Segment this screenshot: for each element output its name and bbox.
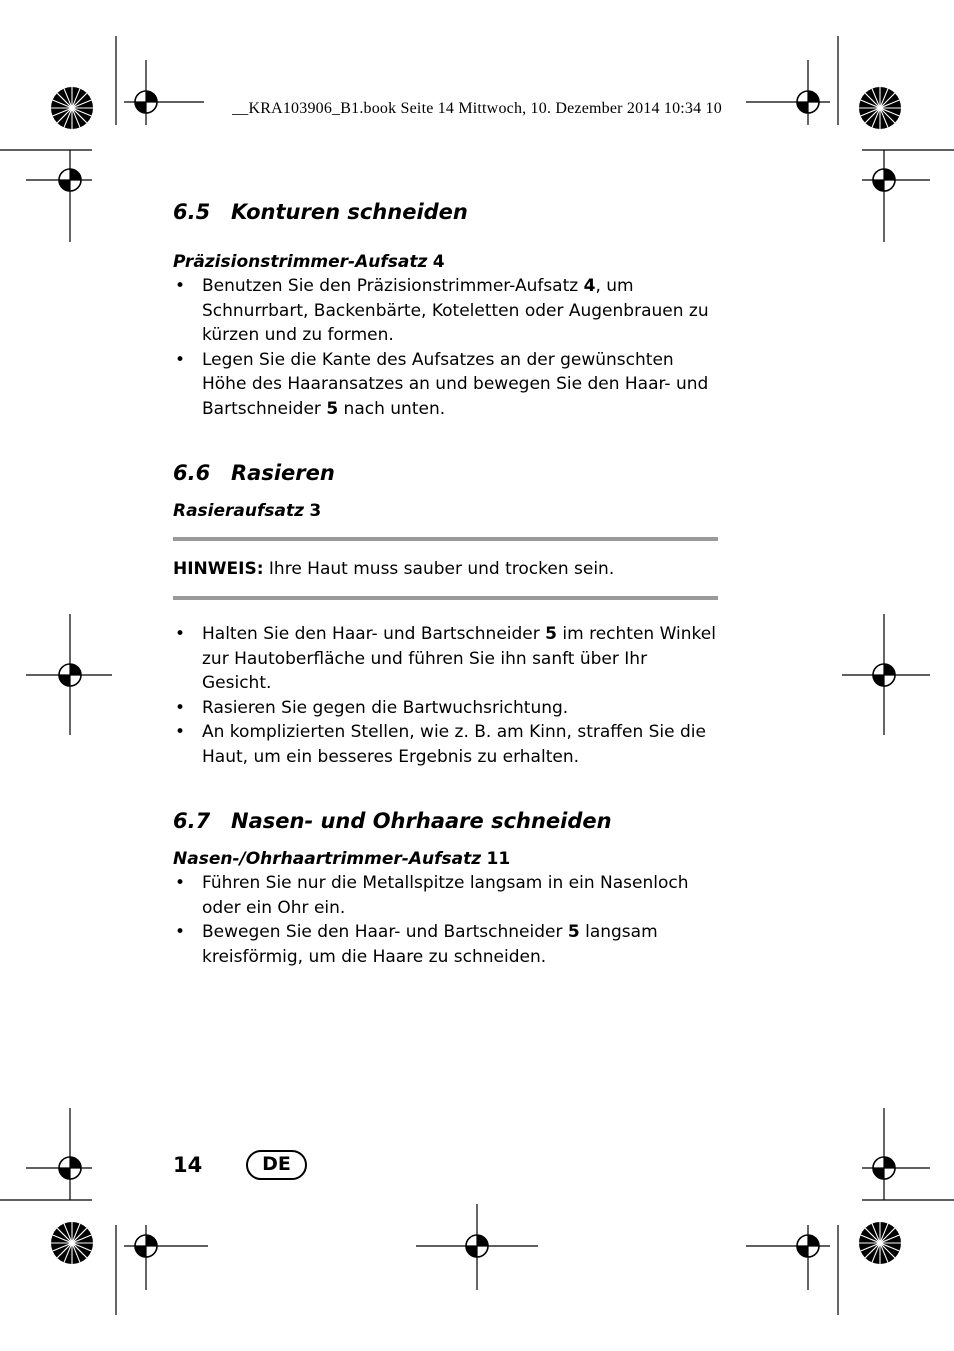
- section-number: 6.7: [173, 809, 211, 833]
- bullet-icon: •: [174, 276, 186, 296]
- list-item: • Benutzen Sie den Präzisionstrimmer-Aufsatz 4, um Schnurrbart, Backenbärte, Koteletten oder Augenbrauen zu kürzen und zu formen.: [174, 276, 709, 345]
- subheading-label: Präzisionstrimmer-Aufsatz: [173, 252, 428, 272]
- bullet-list: [173, 622, 718, 769]
- section-title: Rasieren: [231, 461, 335, 485]
- language-badge: DE: [246, 1150, 307, 1180]
- section-title: Konturen schneiden: [231, 200, 468, 224]
- list-item: • Legen Sie die Kante des Aufsatzes an der gewünschten Höhe des Haaransatzes an und bewegen Sie den Haar- und Bartschneider 5 nach unten.: [174, 349, 709, 419]
- subheading: [173, 499, 718, 523]
- list-item: • Führen Sie nur die Metallspitze langsam in ein Nasenloch oder ein Ohr ein.: [174, 873, 689, 918]
- bullet-icon: •: [174, 922, 186, 942]
- page-content: [173, 198, 718, 969]
- list-item: • Bewegen Sie den Haar- und Bartschneider 5 langsam kreisförmig, um die Haare zu schneiden.: [174, 922, 658, 967]
- bullet-icon: •: [174, 697, 186, 718]
- list-item: • Halten Sie den Haar- und Bartschneider 5 im rechten Winkel zur Hautoberfläche und führen Sie ihn sanft über Ihr Gesicht.: [174, 624, 716, 693]
- section-heading: [173, 459, 718, 487]
- section-number: 6.5: [173, 200, 211, 224]
- section-title: Nasen- und Ohrhaare schneiden: [231, 809, 612, 833]
- bullet-icon: •: [174, 349, 186, 370]
- page-number: 14: [173, 1153, 203, 1177]
- bullet-icon: •: [174, 722, 186, 742]
- subheading-label: Rasieraufsatz: [173, 501, 305, 521]
- bullet-list: [173, 871, 718, 969]
- subheading: [173, 250, 718, 274]
- subheading-label: Nasen-/Ohrhaartrimmer-Aufsatz: [173, 849, 482, 869]
- note-box: [173, 557, 718, 581]
- subheading-ref: 3: [309, 501, 322, 521]
- note-rule-top: [173, 537, 718, 541]
- list-item: • An komplizierten Stellen, wie z. B. am Kinn, straffen Sie die Haut, um ein besseres Ergebnis zu erhalten.: [174, 722, 706, 767]
- bullet-icon: •: [174, 624, 186, 644]
- section-number: 6.6: [173, 461, 211, 485]
- book-slug-line: __KRA103906_B1.book Seite 14 Mittwoch, 10. Dezember 2014 10:34 10: [232, 100, 722, 117]
- subheading: [173, 847, 718, 871]
- section-nasen-ohrhaare: [173, 807, 718, 969]
- subheading-ref: 11: [486, 849, 511, 869]
- section-konturen-schneiden: [173, 198, 718, 421]
- bullet-icon: •: [174, 873, 186, 893]
- note-text: Ihre Haut muss sauber und trocken sein.: [263, 559, 615, 579]
- note-label: HINWEIS:: [173, 559, 264, 579]
- note-rule-bottom: [173, 596, 718, 600]
- section-heading: [173, 807, 718, 835]
- list-item: • Rasieren Sie gegen die Bartwuchsrichtung.: [173, 696, 718, 721]
- subheading-ref: 4: [432, 252, 445, 272]
- bullet-list: [173, 274, 718, 421]
- section-heading: [173, 198, 718, 226]
- section-rasieren: [173, 459, 718, 769]
